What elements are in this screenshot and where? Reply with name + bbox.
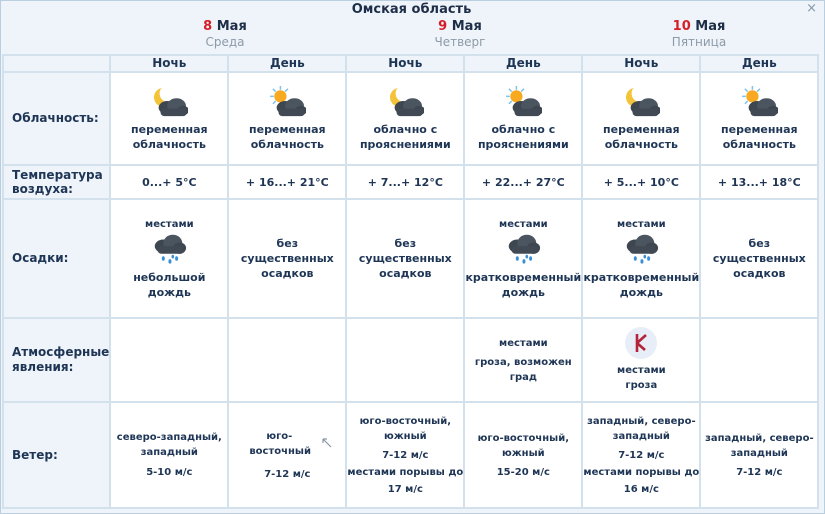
wind-speed: 5-10 м/с xyxy=(146,467,193,478)
cloud-cell xyxy=(700,72,818,165)
precip-local: местами xyxy=(145,219,194,230)
row-label-phenom: Атмосферные явления: xyxy=(3,318,110,402)
cloud-text: переменная облачность xyxy=(603,122,680,151)
period-header: Ночь xyxy=(346,55,464,72)
day-weekday: Четверг xyxy=(434,35,486,49)
wind-gust: 17 м/с xyxy=(387,483,423,495)
temp-cell: + 22...+ 27°C xyxy=(464,165,582,199)
thunderstorm-icon xyxy=(625,327,657,359)
wind-cell xyxy=(110,402,228,508)
wind-speed: 7-12 м/с xyxy=(382,449,429,461)
precip-cell xyxy=(110,199,228,318)
cloud-cell xyxy=(464,72,582,165)
moon-cloud-icon xyxy=(150,86,188,118)
wind-direction: юго-восточный, южный xyxy=(477,432,570,459)
rain-cloud-icon xyxy=(150,232,188,266)
cloud-row xyxy=(3,72,818,165)
temp-cell: + 7...+ 12°C xyxy=(346,165,464,199)
wind-direction: западный, северо-западный xyxy=(705,432,814,459)
corner-cell xyxy=(3,55,110,72)
day-header-3 xyxy=(624,0,774,49)
wind-cell xyxy=(464,402,582,508)
wind-gust-label: местами порывы до xyxy=(583,466,700,478)
cloud-cell xyxy=(582,72,700,165)
period-header: День xyxy=(700,55,818,72)
header xyxy=(0,0,823,54)
wind-direction: юго-восточный, южный xyxy=(359,415,452,442)
day-month: Мая xyxy=(451,19,482,34)
precip-text: кратковременный дождь xyxy=(465,271,582,299)
cloud-text: облачно с прояснениями xyxy=(477,122,569,151)
day-number: 10 xyxy=(672,19,691,34)
wind-cell xyxy=(582,402,700,508)
cloud-text: переменная облачность xyxy=(721,122,798,151)
rain-cloud-icon xyxy=(622,232,660,266)
row-label-wind: Ветер: xyxy=(3,402,110,508)
precip-cell xyxy=(228,199,346,318)
day-month: Мая xyxy=(695,19,726,34)
moon-cloud-icon xyxy=(622,86,660,118)
phenom-local: местами xyxy=(499,337,548,349)
precip-local: местами xyxy=(499,219,548,230)
day-header-2 xyxy=(385,0,535,49)
precip-text: без существенных осадков xyxy=(240,237,334,280)
phenom-cell xyxy=(464,318,582,402)
wind-cell xyxy=(228,402,346,508)
sun-cloud-icon xyxy=(504,86,542,118)
forecast-table xyxy=(2,54,819,509)
close-icon[interactable]: × xyxy=(806,1,817,16)
phenom-row xyxy=(3,318,818,402)
wind-arrow-icon xyxy=(321,437,333,449)
day-weekday: Пятница xyxy=(671,35,727,49)
rain-cloud-icon xyxy=(504,232,542,266)
cloud-text: переменная облачность xyxy=(249,122,326,151)
period-header: День xyxy=(464,55,582,72)
precip-cell xyxy=(464,199,582,318)
wind-direction: западный, северо-западный xyxy=(587,415,696,442)
precip-text: небольшой дождь xyxy=(133,271,206,299)
precip-text: кратковременный дождь xyxy=(583,271,700,299)
sun-cloud-icon xyxy=(268,86,306,118)
day-weekday: Среда xyxy=(205,35,245,49)
row-label-precip: Осадки: xyxy=(3,199,110,318)
temp-cell: 0...+ 5°C xyxy=(110,165,228,199)
temp-row xyxy=(3,165,818,199)
phenom-text: гроза xyxy=(625,380,658,391)
wind-direction: северо-западный, западный xyxy=(116,432,222,458)
phenom-cell xyxy=(346,318,464,402)
precip-cell xyxy=(582,199,700,318)
precip-local: местами xyxy=(617,219,666,230)
row-label-temp: Температура воздуха: xyxy=(3,165,110,199)
precip-cell xyxy=(700,199,818,318)
phenom-cell xyxy=(582,318,700,402)
cloud-cell xyxy=(228,72,346,165)
wind-gust-label: местами порывы до xyxy=(347,466,464,478)
phenom-cell xyxy=(228,318,346,402)
sun-cloud-icon xyxy=(740,86,778,118)
wind-direction: юго-восточный xyxy=(249,430,311,457)
temp-cell: + 16...+ 21°C xyxy=(228,165,346,199)
phenom-text: гроза, возможен град xyxy=(474,356,572,383)
cloud-cell xyxy=(346,72,464,165)
wind-row xyxy=(3,402,818,508)
wind-cell xyxy=(346,402,464,508)
day-month: Мая xyxy=(216,19,247,34)
wind-speed: 15-20 м/с xyxy=(496,466,550,478)
cloud-cell xyxy=(110,72,228,165)
wind-speed: 7-12 м/с xyxy=(618,449,665,461)
wind-speed: 7-12 м/с xyxy=(736,466,783,478)
precip-row xyxy=(3,199,818,318)
cloud-text: облачно с прояснениями xyxy=(359,122,451,151)
period-header: Ночь xyxy=(582,55,700,72)
temp-cell: + 5...+ 10°C xyxy=(582,165,700,199)
day-number: 9 xyxy=(438,19,448,34)
phenom-cell xyxy=(700,318,818,402)
day-number: 8 xyxy=(203,19,213,34)
period-header: Ночь xyxy=(110,55,228,72)
moon-cloud-icon xyxy=(386,86,424,118)
wind-speed: 7-12 м/с xyxy=(264,468,311,480)
precip-cell xyxy=(346,199,464,318)
wind-gust: 16 м/с xyxy=(623,483,659,495)
cloud-text: переменная облачность xyxy=(131,122,208,151)
phenom-cell xyxy=(110,318,228,402)
precip-text: без существенных осадков xyxy=(358,237,452,280)
day-header-1 xyxy=(150,0,300,49)
phenom-local: местами xyxy=(617,365,666,376)
precip-text: без существенных осадков xyxy=(712,237,806,280)
temp-cell: + 13...+ 18°C xyxy=(700,165,818,199)
period-header: День xyxy=(228,55,346,72)
region-title: Омская область xyxy=(351,2,472,17)
wind-cell xyxy=(700,402,818,508)
row-label-cloud: Облачность: xyxy=(3,72,110,165)
